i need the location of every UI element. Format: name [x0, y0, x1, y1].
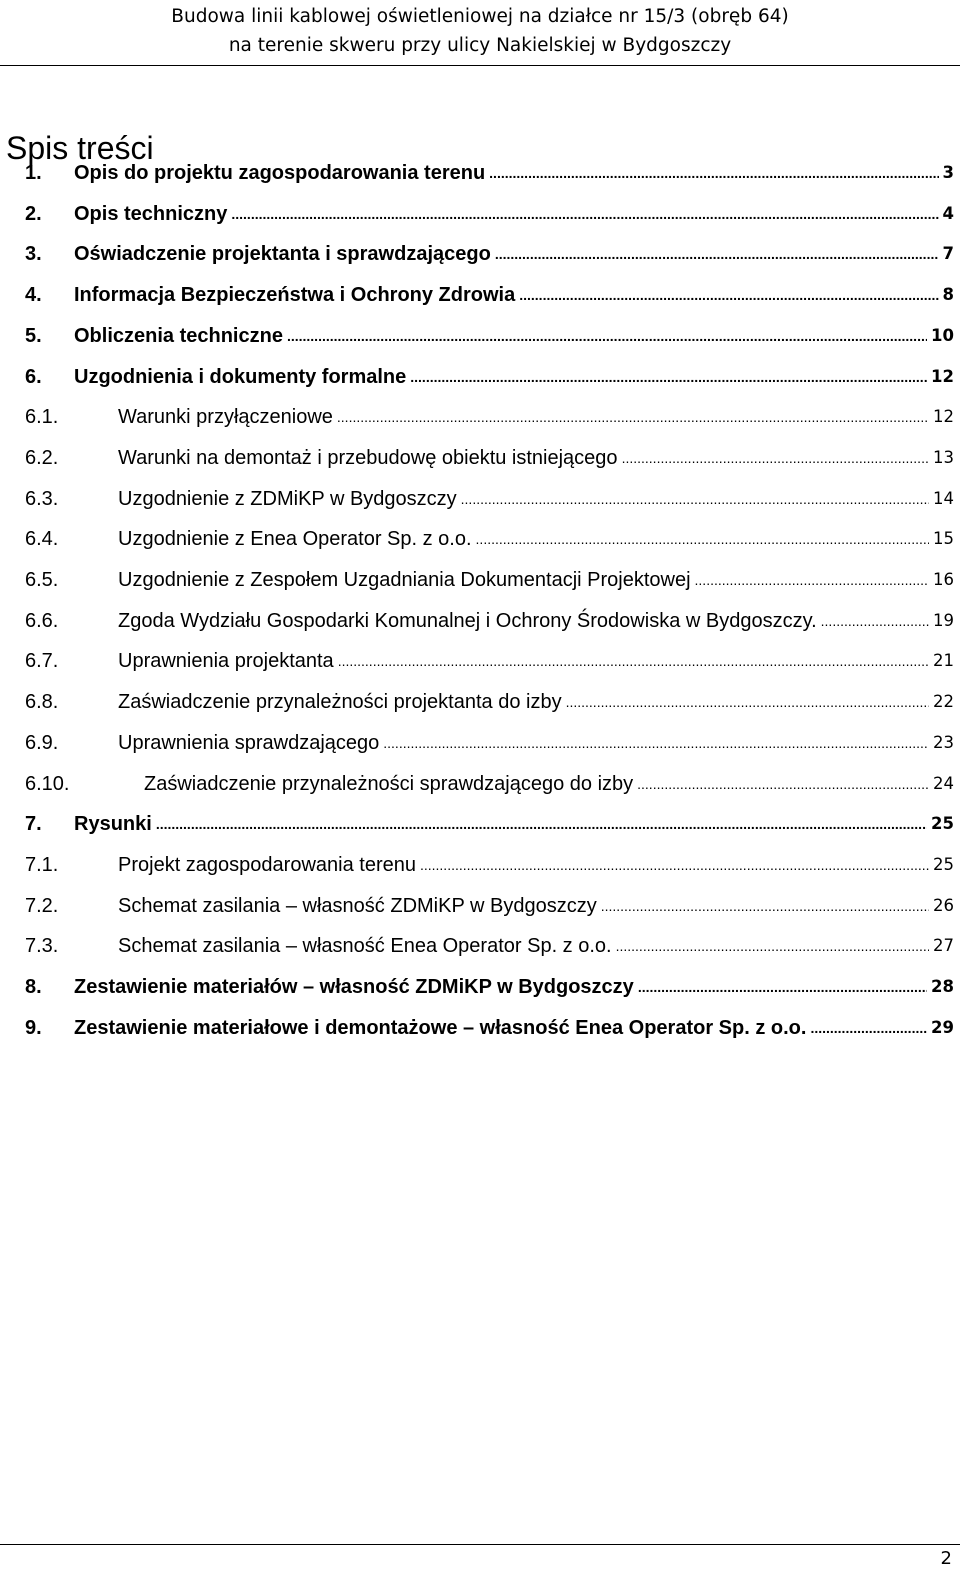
toc-dot-leader	[383, 723, 929, 763]
toc-entry[interactable]	[0, 479, 960, 519]
toc-entry-number: 7.1.	[25, 853, 59, 876]
toc-entry-number: 2.	[25, 202, 42, 225]
toc-entry-title: Zaświadczenie przynależności projektanta do izby	[118, 691, 562, 714]
toc-entry[interactable]	[0, 275, 960, 315]
page-number: 2	[940, 1548, 952, 1569]
toc-entry-page: 27	[933, 936, 954, 956]
toc-entry-title: Obliczenia techniczne	[74, 324, 283, 347]
toc-entry[interactable]	[0, 641, 960, 681]
toc-entry-number: 6.10.	[25, 772, 70, 795]
toc-entry-line	[118, 845, 960, 885]
toc-entry-number: 1.	[25, 162, 42, 184]
toc-entry-line	[118, 397, 960, 437]
toc-entry[interactable]	[0, 357, 960, 397]
toc-entry-page: 29	[931, 1017, 954, 1037]
toc-entry[interactable]	[0, 194, 960, 234]
toc-entry[interactable]	[0, 601, 960, 641]
toc-dot-leader	[231, 194, 938, 234]
toc-entry-title: Projekt zagospodarowania terenu	[118, 853, 416, 876]
toc-entry-page: 16	[933, 570, 954, 589]
toc-entry-line	[144, 764, 960, 804]
toc-entry-line	[74, 234, 960, 274]
toc-entry-number: 6.9.	[25, 731, 59, 754]
toc-entry-line	[74, 804, 960, 844]
toc-entry-line	[118, 479, 960, 519]
toc-entry-line	[118, 723, 960, 763]
toc-entry[interactable]	[0, 967, 960, 1007]
toc-entry-page: 13	[933, 447, 954, 467]
toc-entry-line	[74, 194, 960, 234]
toc-entry-number: 6.2.	[25, 446, 59, 469]
toc-dot-leader	[810, 1008, 927, 1048]
toc-entry[interactable]	[0, 804, 960, 844]
toc-dot-leader	[489, 153, 938, 193]
toc-entry-title: Rysunki	[74, 813, 152, 836]
toc-entry-page: 8	[942, 285, 954, 305]
toc-entry-line	[118, 886, 960, 926]
toc-entry-title: Opis do projektu zagospodarowania terenu	[74, 162, 486, 184]
toc-entry-title: Warunki na demontaż i przebudowę obiektu istniejącego	[118, 446, 618, 469]
toc-entry-line	[74, 967, 960, 1007]
toc-entry-number: 6.1.	[25, 406, 59, 429]
toc-dot-leader	[566, 682, 929, 722]
toc-entry-page: 14	[933, 488, 954, 508]
toc-entry-line	[118, 560, 960, 600]
toc-entry-number: 7.2.	[25, 894, 59, 917]
toc-entry-number: 3.	[25, 243, 42, 266]
toc-entry[interactable]	[0, 845, 960, 885]
toc-entry[interactable]	[0, 397, 960, 437]
toc-entry[interactable]	[0, 723, 960, 763]
toc-dot-leader	[695, 560, 929, 600]
toc-dot-leader	[476, 519, 929, 559]
toc-dot-leader	[495, 234, 939, 274]
toc-entry-page: 10	[931, 325, 954, 345]
toc-dot-leader	[616, 926, 929, 966]
toc-entry[interactable]	[0, 1008, 960, 1048]
toc-entry-page: 25	[933, 854, 954, 874]
toc-entry[interactable]	[0, 926, 960, 966]
toc-dot-leader	[637, 764, 929, 804]
document-header	[0, 2, 960, 60]
toc-entry-line	[74, 275, 960, 315]
toc-entry-page: 19	[933, 610, 954, 630]
toc-entry-page: 4	[942, 203, 954, 223]
toc-entry-number: 6.	[25, 365, 42, 388]
toc-dot-leader	[461, 479, 929, 519]
toc-dot-leader	[601, 886, 929, 926]
toc-entry-number: 7.3.	[25, 935, 59, 958]
toc-entry-title: Oświadczenie projektanta i sprawdzającego	[74, 243, 491, 266]
toc-entry-number: 6.7.	[25, 650, 59, 673]
toc-dot-leader	[337, 397, 929, 437]
toc-entry-number: 6.6.	[25, 609, 59, 632]
toc-entry-page: 26	[933, 895, 954, 915]
toc-entry-line	[118, 682, 960, 722]
toc-entry-page: 23	[933, 732, 954, 752]
toc-entry-title: Schemat zasilania – własność ZDMiKP w Bydgoszczy	[118, 894, 597, 917]
toc-entry-title: Uprawnienia projektanta	[118, 650, 334, 673]
toc-entry-page: 12	[931, 366, 954, 386]
toc-dot-leader	[410, 357, 927, 397]
toc-entry-number: 6.4.	[25, 528, 59, 551]
header-line-2: na terenie skweru przy ulicy Nakielskiej w Bydgoszczy	[228, 35, 732, 56]
toc-entry-page: 7	[942, 244, 954, 264]
toc-entry-number: 6.8.	[25, 691, 59, 714]
toc-entry[interactable]	[0, 438, 960, 478]
toc-entry-page: 3	[942, 163, 954, 182]
toc-entry-line	[118, 519, 960, 559]
toc-entry[interactable]	[0, 764, 960, 804]
toc-entry[interactable]	[0, 560, 960, 600]
toc-entry-title: Zestawienie materiałów – własność ZDMiKP w Bydgoszczy	[74, 976, 634, 998]
toc-dot-leader	[338, 641, 929, 681]
toc-entry-page: 25	[931, 814, 954, 834]
toc-entry[interactable]	[0, 682, 960, 722]
toc-entry-title: Uzgodnienie z Zespołem Uzgadniania Dokumentacji Projektowej	[118, 569, 691, 591]
toc-entry-title: Zaświadczenie przynależności sprawdzającego do izby	[144, 772, 634, 795]
toc-dot-leader	[821, 601, 929, 641]
toc-entry-line	[74, 1008, 960, 1048]
toc-entry-number: 8.	[25, 976, 42, 998]
toc-entry-title: Schemat zasilania – własność Enea Operator Sp. z o.o.	[118, 935, 612, 958]
toc-dot-leader	[156, 804, 927, 844]
toc-entry-line	[118, 438, 960, 478]
toc-entry-page: 12	[933, 407, 954, 427]
toc-entry-title: Zestawienie materiałowe i demontażowe – własność Enea Operator Sp. z o.o.	[74, 1016, 807, 1039]
toc-entry-title: Uzgodnienia i dokumenty formalne	[74, 365, 407, 388]
toc-entry-title: Informacja Bezpieczeństwa i Ochrony Zdrowia	[74, 284, 516, 307]
toc-entry-line	[74, 316, 960, 356]
toc-entry[interactable]	[0, 234, 960, 274]
toc-entry-title: Uprawnienia sprawdzającego	[118, 731, 380, 754]
toc-entry-line	[118, 926, 960, 966]
toc-entry-title: Opis techniczny	[74, 202, 228, 225]
toc-entry-page: 21	[933, 651, 954, 671]
header-line-1: Budowa linii kablowej oświetleniowej na działce nr 15/3 (obręb 64)	[171, 6, 789, 27]
toc-entry-line	[118, 641, 960, 681]
toc-entry-title: Uzgodnienie z ZDMiKP w Bydgoszczy	[118, 487, 457, 510]
toc-entry[interactable]	[0, 886, 960, 926]
toc-entry-line	[74, 357, 960, 397]
toc-entry-number: 7.	[25, 813, 42, 836]
header-divider	[0, 65, 960, 66]
footer-divider	[0, 1544, 960, 1545]
toc-dot-leader	[420, 845, 929, 885]
toc-dot-leader	[287, 316, 927, 356]
toc-entry-title: Zgoda Wydziału Gospodarki Komunalnej i Ochrony Środowiska w Bydgoszczy.	[118, 609, 817, 632]
toc-entry-title: Warunki przyłączeniowe	[118, 406, 333, 429]
toc-dot-leader	[519, 275, 938, 315]
toc-entry[interactable]	[0, 153, 960, 193]
toc-entry-title: Uzgodnienie z Enea Operator Sp. z o.o.	[118, 528, 472, 551]
toc-entry-number: 5.	[25, 324, 42, 347]
toc-entry-number: 4.	[25, 284, 42, 307]
toc-dot-leader	[622, 438, 929, 478]
toc-entry-page: 15	[933, 529, 954, 549]
toc-entry[interactable]	[0, 316, 960, 356]
toc-dot-leader	[638, 967, 927, 1007]
toc-entry-line	[118, 601, 960, 641]
toc-entry-page: 24	[933, 773, 954, 793]
toc-entry-line	[74, 153, 960, 193]
toc-entry-number: 6.3.	[25, 487, 59, 510]
toc-entry[interactable]	[0, 519, 960, 559]
toc-entry-number: 9.	[25, 1016, 42, 1039]
toc-entry-number: 6.5.	[25, 569, 59, 591]
toc-entry-page: 28	[931, 977, 954, 996]
toc-heading: Spis treści	[6, 130, 154, 166]
toc-entry-page: 22	[933, 692, 954, 712]
